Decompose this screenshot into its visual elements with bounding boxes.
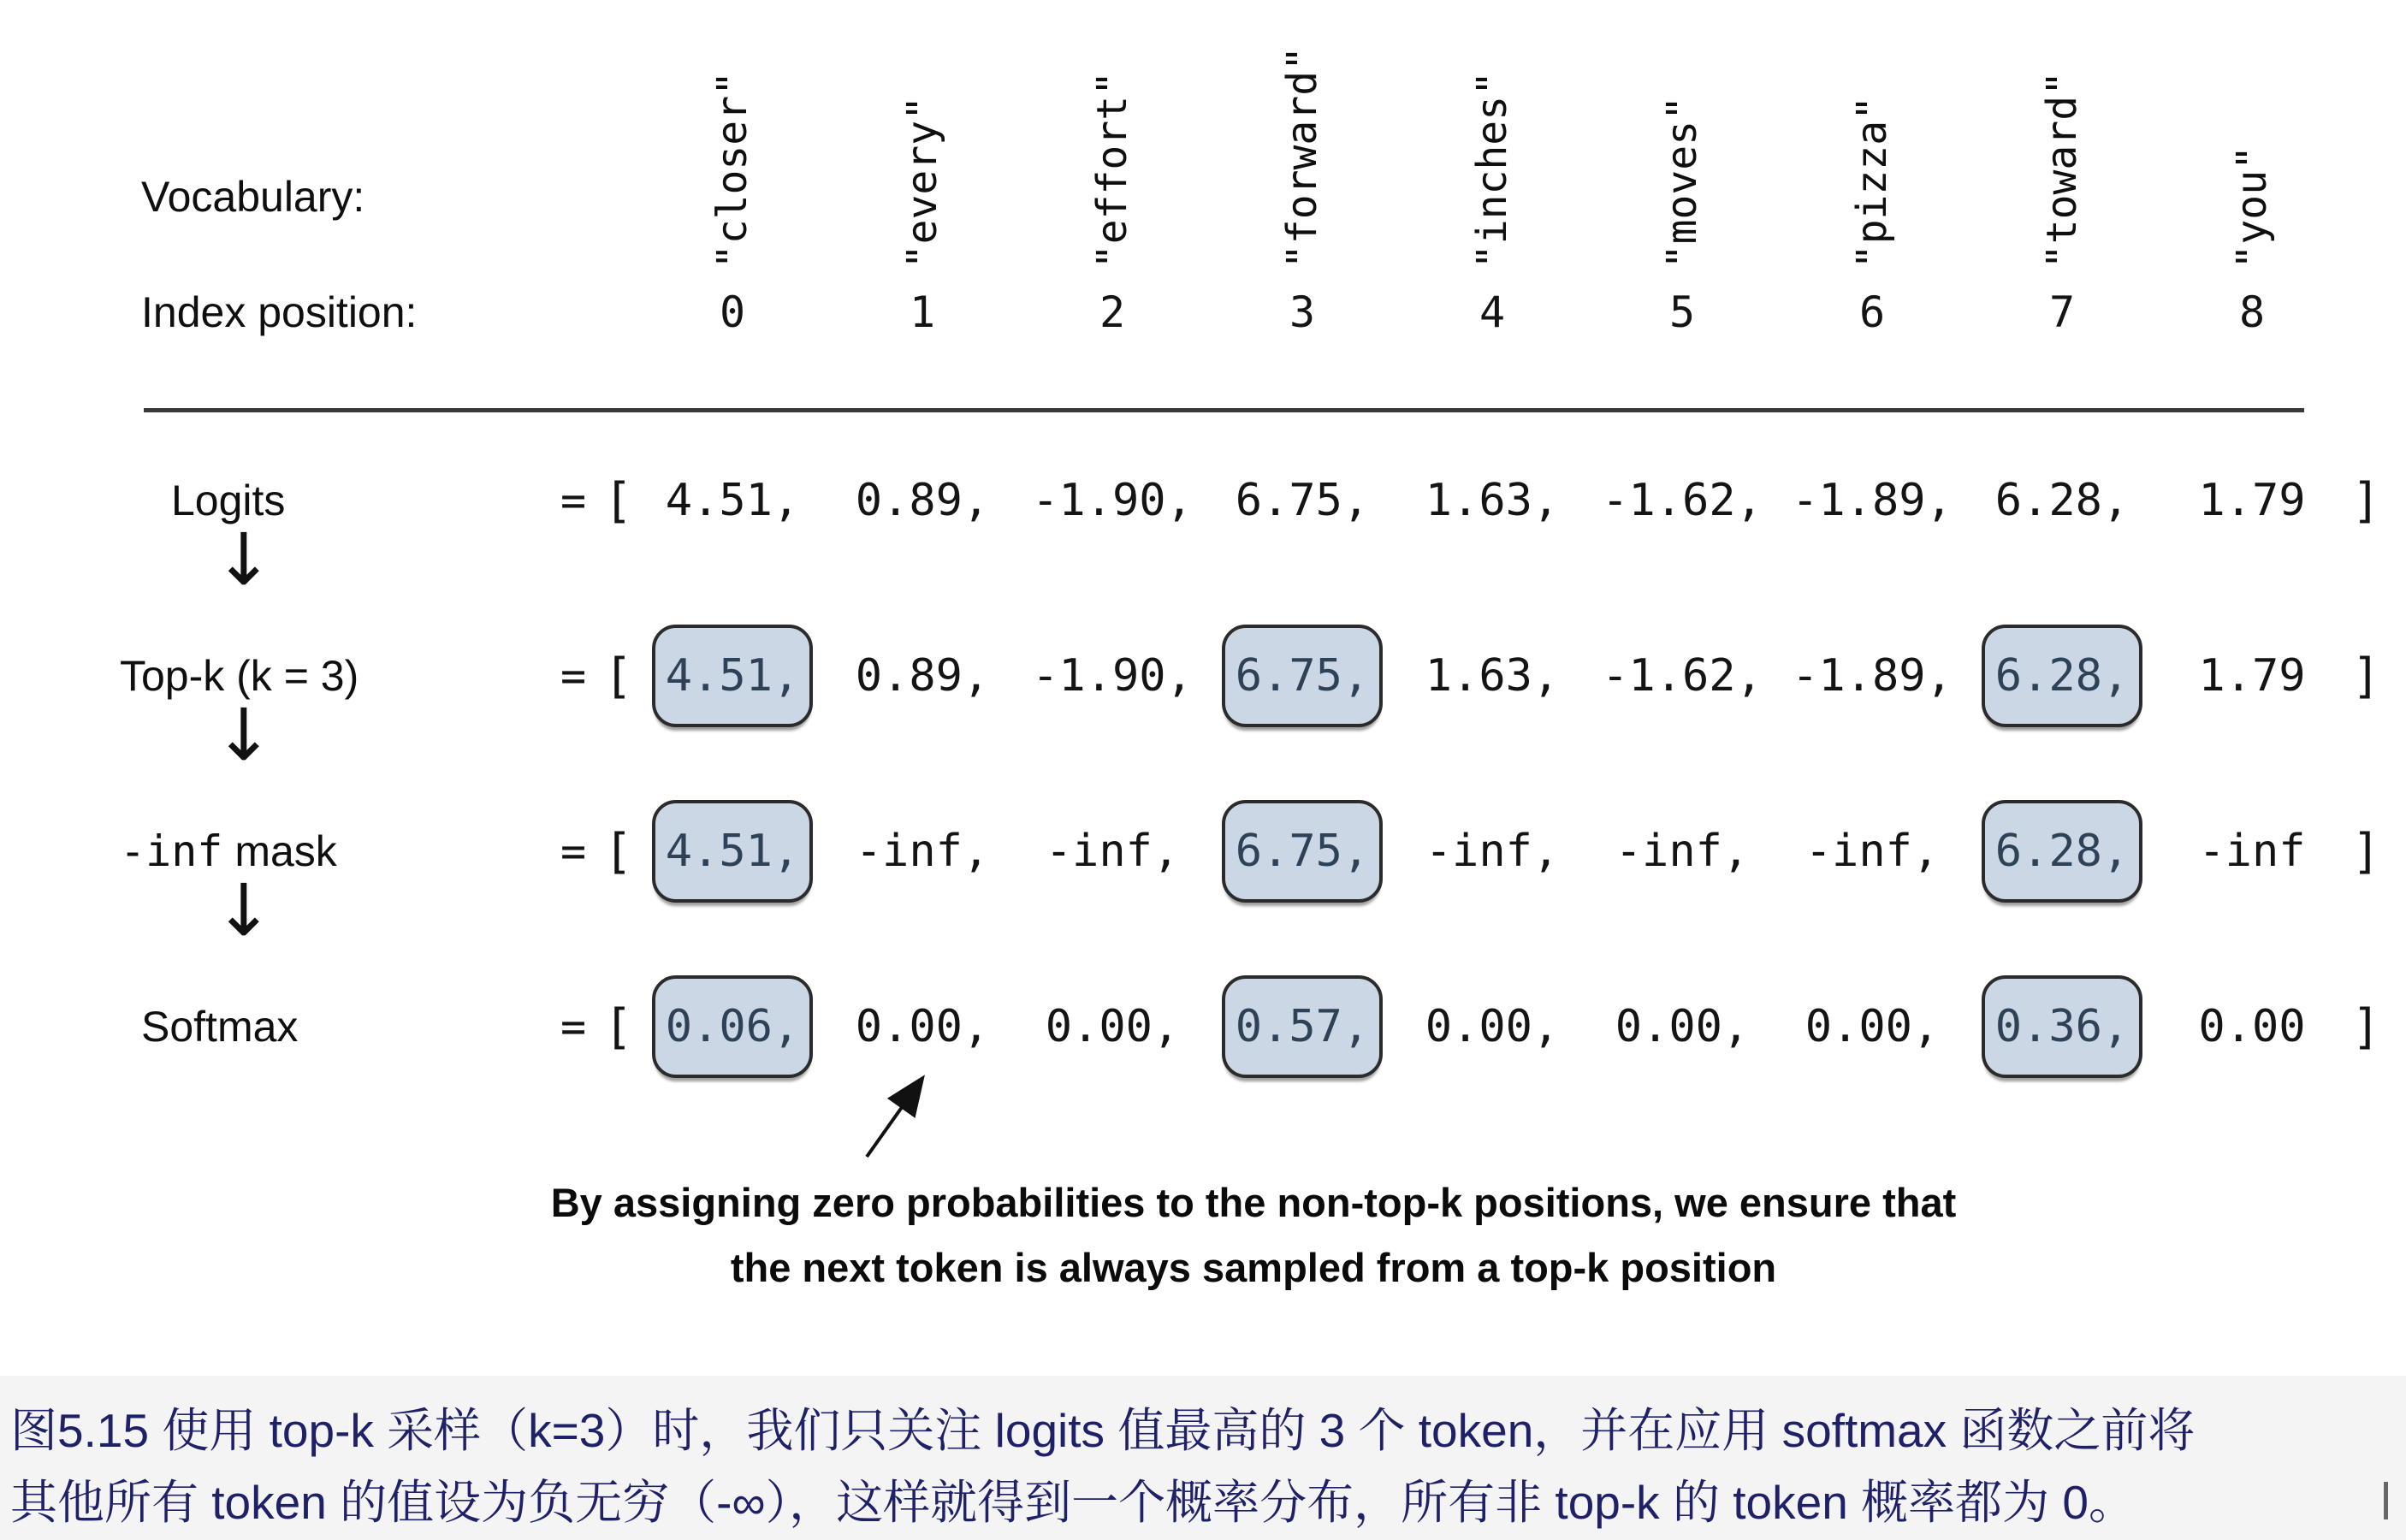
header-divider xyxy=(144,408,2304,412)
logits-value-5: -1.62, xyxy=(1602,475,1763,526)
topk-values-row xyxy=(548,603,2385,749)
inf-mask-label-mono: -inf xyxy=(120,826,223,876)
inf-mask-value-7: 6.28, xyxy=(1967,800,2157,903)
vocab-word-1: "every" xyxy=(898,95,946,269)
topk-value-0: 4.51, xyxy=(637,625,827,727)
logits-value-0: 4.51, xyxy=(665,475,800,526)
vocab-word-2: "effort" xyxy=(1088,70,1136,269)
softmax-label: Softmax xyxy=(141,1003,299,1051)
logits-value-4: 1.63, xyxy=(1425,475,1560,526)
softmax-value-2: 0.00, xyxy=(1045,1001,1180,1052)
vocab-word-0: "closer" xyxy=(708,70,756,269)
caption-line-2: 其他所有 token 的值设为负无穷（-∞），这样就得到一个概率分布，所有非 top-k 的 token 概率都为 0。 xyxy=(10,1476,2136,1529)
logits-label: Logits xyxy=(171,477,286,524)
inf-mask-value-6: -inf, xyxy=(1804,826,1940,877)
caption-line-1: 图5.15 使用 top-k 采样（k=3）时，我们只关注 logits 值最高的 3 个 token，并在应用 softmax 函数之前将 xyxy=(10,1404,2196,1457)
open-bracket: [ xyxy=(603,823,633,880)
softmax-value-5: 0.00, xyxy=(1615,1001,1750,1052)
inf-mask-value-1: -inf, xyxy=(855,826,990,877)
vocabulary-row xyxy=(548,12,2347,269)
close-bracket: ] xyxy=(2351,998,2381,1055)
index-value-0: 0 xyxy=(719,287,746,337)
index-value-8: 8 xyxy=(2238,287,2266,337)
inf-mask-values-row xyxy=(548,779,2385,924)
annotation-text xyxy=(488,1170,2019,1300)
figure-caption xyxy=(10,1395,2397,1538)
inf-mask-value-3: 6.75, xyxy=(1207,800,1397,903)
softmax-value-7: 0.36, xyxy=(1967,975,2157,1078)
vocab-word-7: "toward" xyxy=(2038,70,2086,269)
index-value-2: 2 xyxy=(1099,287,1126,337)
index-position-label: Index position: xyxy=(141,288,418,336)
softmax-value-8: 0.00 xyxy=(2198,1001,2306,1052)
inf-mask-value-4: -inf, xyxy=(1425,826,1560,877)
index-row xyxy=(548,274,2347,351)
open-bracket: [ xyxy=(603,998,633,1055)
vocab-word-5: "moves" xyxy=(1658,95,1706,269)
topk-value-5: -1.62, xyxy=(1602,650,1763,702)
softmax-value-3: 0.57, xyxy=(1207,975,1397,1078)
equals-sign: = xyxy=(560,651,587,701)
topk-value-6: -1.89, xyxy=(1792,650,1953,702)
softmax-value-1: 0.00, xyxy=(855,1001,990,1052)
softmax-value-0: 0.06, xyxy=(637,975,827,1078)
softmax-values-row xyxy=(548,954,2385,1099)
topk-label: Top-k (k = 3) xyxy=(120,652,359,700)
topk-value-1: 0.89, xyxy=(855,650,990,702)
down-arrow-icon: ↓ xyxy=(213,868,275,952)
text-cursor[interactable] xyxy=(2384,1482,2388,1519)
logits-values-row xyxy=(548,428,2385,573)
topk-value-7: 6.28, xyxy=(1967,625,2157,727)
softmax-value-4: 0.00, xyxy=(1425,1001,1560,1052)
logits-value-1: 0.89, xyxy=(855,475,990,526)
logits-value-8: 1.79 xyxy=(2198,475,2306,526)
topk-value-8: 1.79 xyxy=(2198,650,2306,702)
vocab-word-4: "inches" xyxy=(1468,70,1516,269)
down-arrow-icon: ↓ xyxy=(213,518,275,601)
inf-mask-label-rest: mask xyxy=(222,827,337,875)
inf-mask-value-2: -inf, xyxy=(1045,826,1180,877)
logits-value-2: -1.90, xyxy=(1032,475,1193,526)
topk-value-2: -1.90, xyxy=(1032,650,1193,702)
index-value-3: 3 xyxy=(1289,287,1316,337)
index-value-5: 5 xyxy=(1668,287,1696,337)
vocab-word-6: "pizza" xyxy=(1848,95,1896,269)
annotation-line-2: the next token is always sampled from a top-k position xyxy=(730,1245,1777,1290)
logits-value-7: 6.28, xyxy=(1994,475,2130,526)
inf-mask-value-5: -inf, xyxy=(1615,826,1750,877)
open-bracket: [ xyxy=(603,472,633,529)
open-bracket: [ xyxy=(603,648,633,704)
down-arrow-icon: ↓ xyxy=(213,693,275,777)
topk-value-3: 6.75, xyxy=(1207,625,1397,727)
logits-value-6: -1.89, xyxy=(1792,475,1953,526)
index-value-7: 7 xyxy=(2048,287,2076,337)
softmax-value-6: 0.00, xyxy=(1804,1001,1940,1052)
equals-sign: = xyxy=(560,826,587,876)
vocabulary-label: Vocabulary: xyxy=(141,173,365,221)
index-value-4: 4 xyxy=(1479,287,1506,337)
inf-mask-value-0: 4.51, xyxy=(637,800,827,903)
annotation-arrow-icon xyxy=(856,1069,933,1164)
index-value-6: 6 xyxy=(1858,287,1886,337)
logits-value-3: 6.75, xyxy=(1235,475,1370,526)
equals-sign: = xyxy=(560,1002,587,1051)
annotation-line-1: By assigning zero probabilities to the non-top-k positions, we ensure that xyxy=(550,1180,1957,1225)
index-value-1: 1 xyxy=(909,287,936,337)
inf-mask-value-8: -inf xyxy=(2198,826,2306,877)
close-bracket: ] xyxy=(2351,472,2381,529)
topk-value-4: 1.63, xyxy=(1425,650,1560,702)
vocab-word-8: "you" xyxy=(2228,145,2276,269)
close-bracket: ] xyxy=(2351,648,2381,704)
vocab-word-3: "forward" xyxy=(1278,45,1326,269)
close-bracket: ] xyxy=(2351,823,2381,880)
equals-sign: = xyxy=(560,476,587,525)
